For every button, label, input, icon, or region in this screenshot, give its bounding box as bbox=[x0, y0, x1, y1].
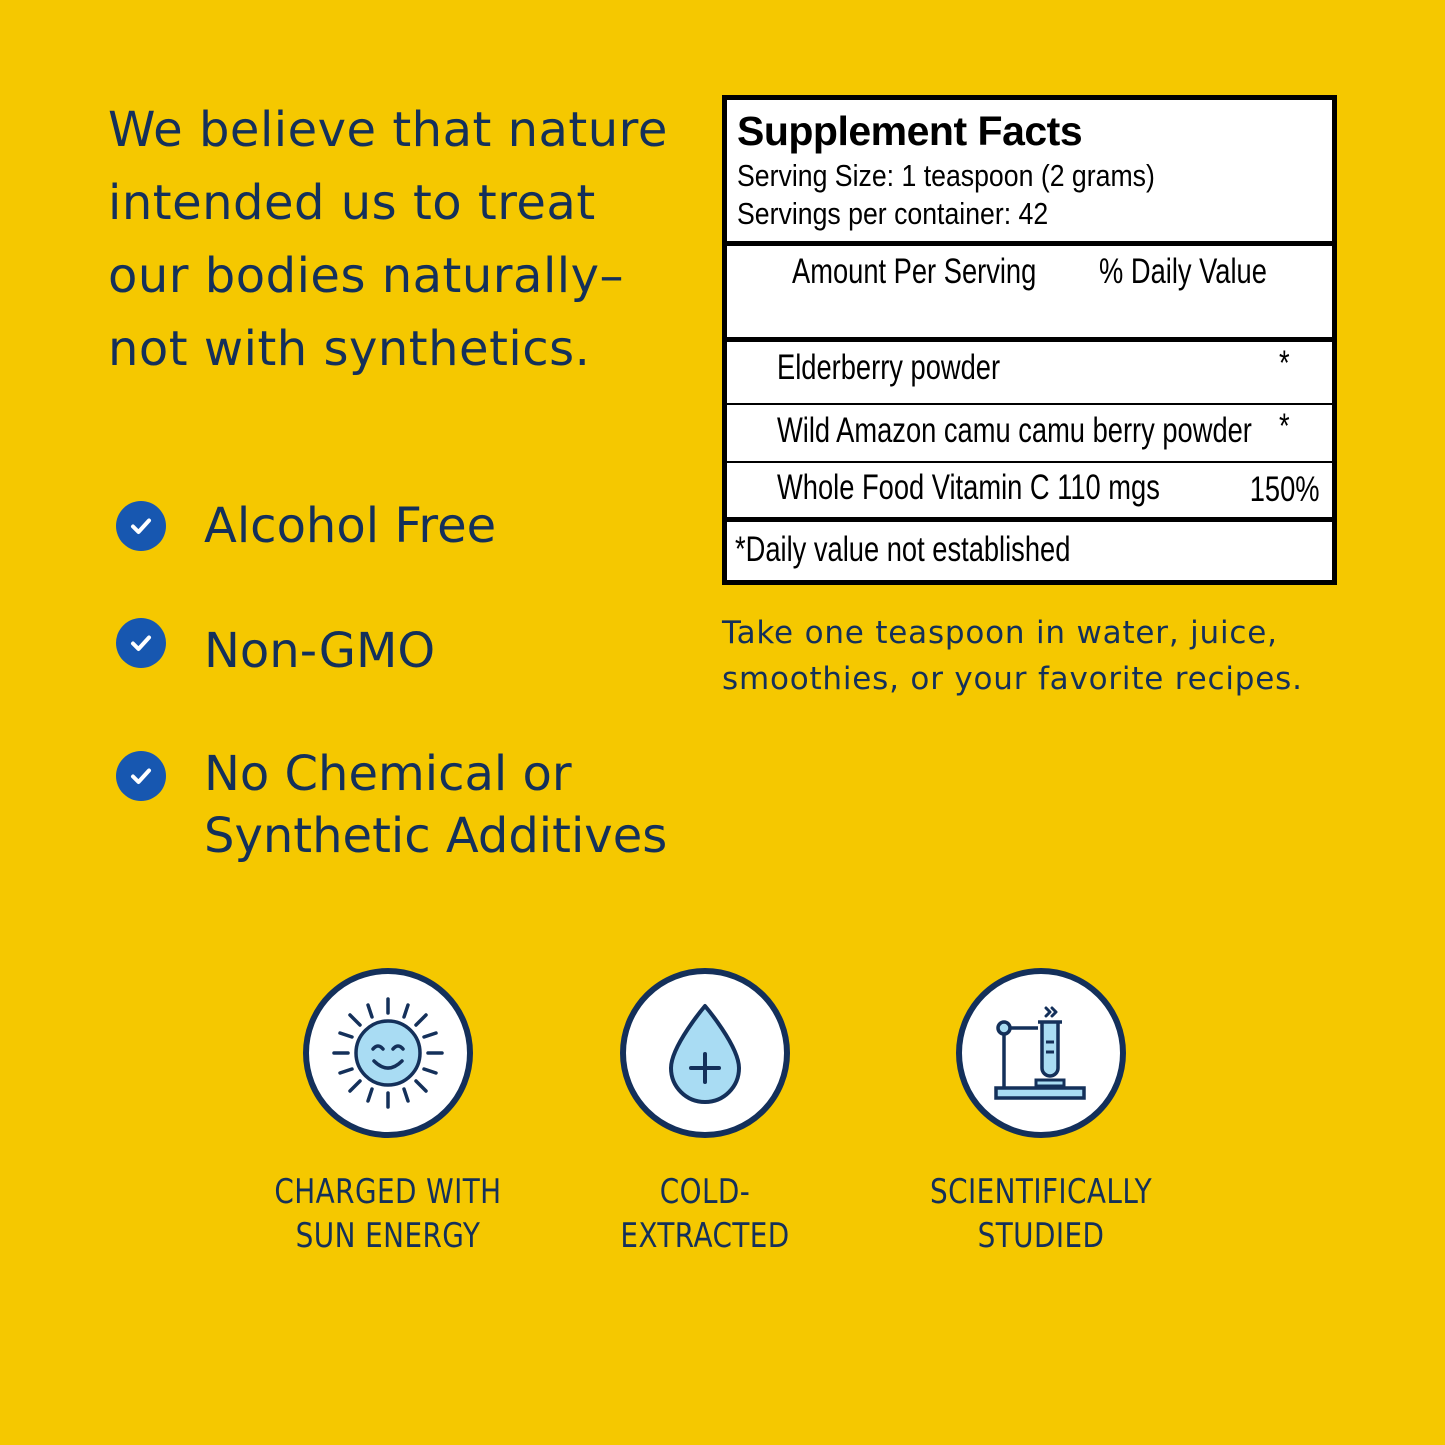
amount-per-serving-header: Amount Per Serving bbox=[792, 252, 1037, 291]
feature-label: Non-GMO bbox=[204, 623, 436, 679]
badge-label bbox=[238, 1170, 538, 1258]
feature-non-gmo bbox=[116, 618, 435, 682]
badge-label bbox=[555, 1170, 855, 1258]
ingredient-name: Wild Amazon camu camu berry powder bbox=[777, 411, 1252, 450]
badge-label bbox=[891, 1170, 1191, 1258]
feature-label: No Chemical or bbox=[204, 746, 572, 802]
headline-line: We believe that nature bbox=[108, 102, 668, 158]
badge-label-line: SUN ENERGY bbox=[295, 1216, 481, 1256]
facts-footnote: *Daily value not established bbox=[735, 530, 1071, 569]
feature-no-chemical-additives bbox=[116, 746, 668, 867]
divider bbox=[727, 403, 1332, 405]
badge-label-line: COLD- bbox=[659, 1172, 751, 1212]
feature-label: Synthetic Additives bbox=[204, 808, 668, 864]
ingredient-name: Elderberry powder bbox=[777, 348, 1001, 387]
check-circle-icon bbox=[116, 618, 166, 668]
headline bbox=[108, 94, 698, 386]
servings-per-container: Servings per container: 42 bbox=[737, 196, 1049, 231]
directions-line: Take one teaspoon in water, juice, bbox=[722, 615, 1278, 651]
badge-label-line: STUDIED bbox=[977, 1216, 1105, 1256]
headline-line: intended us to treat bbox=[108, 175, 596, 231]
feature-alcohol-free bbox=[116, 498, 497, 557]
ingredient-daily-value: * bbox=[1279, 407, 1290, 446]
ingredient-daily-value: 150% bbox=[1250, 470, 1320, 509]
badge-scientifically-studied bbox=[956, 968, 1126, 1138]
directions-text bbox=[722, 610, 1362, 702]
badge-label-line: EXTRACTED bbox=[620, 1216, 790, 1256]
badge-label-line: CHARGED WITH bbox=[274, 1172, 502, 1212]
divider bbox=[727, 461, 1332, 463]
serving-size: Serving Size: 1 teaspoon (2 grams) bbox=[737, 158, 1155, 193]
badge-cold-extracted bbox=[620, 968, 790, 1138]
ingredient-daily-value: * bbox=[1279, 344, 1290, 383]
badge-label-line: SCIENTIFICALLY bbox=[929, 1172, 1153, 1212]
divider bbox=[727, 337, 1332, 342]
feature-label: Alcohol Free bbox=[204, 498, 497, 554]
headline-line: not with synthetics. bbox=[108, 321, 591, 377]
divider bbox=[727, 241, 1332, 246]
check-circle-icon bbox=[116, 501, 166, 551]
smiling-sun-icon bbox=[328, 993, 448, 1113]
check-circle-icon bbox=[116, 751, 166, 801]
facts-title: Supplement Facts bbox=[737, 108, 1083, 154]
daily-value-header: % Daily Value bbox=[1099, 252, 1267, 291]
badge-sun-energy bbox=[303, 968, 473, 1138]
water-drop-plus-icon bbox=[655, 998, 755, 1108]
directions-line: smoothies, or your favorite recipes. bbox=[722, 661, 1303, 697]
lab-test-tube-icon bbox=[986, 998, 1096, 1108]
supplement-facts-panel bbox=[722, 95, 1337, 585]
ingredient-name: Whole Food Vitamin C 110 mgs bbox=[777, 468, 1160, 507]
headline-line: our bodies naturally– bbox=[108, 248, 625, 304]
divider bbox=[727, 517, 1332, 522]
